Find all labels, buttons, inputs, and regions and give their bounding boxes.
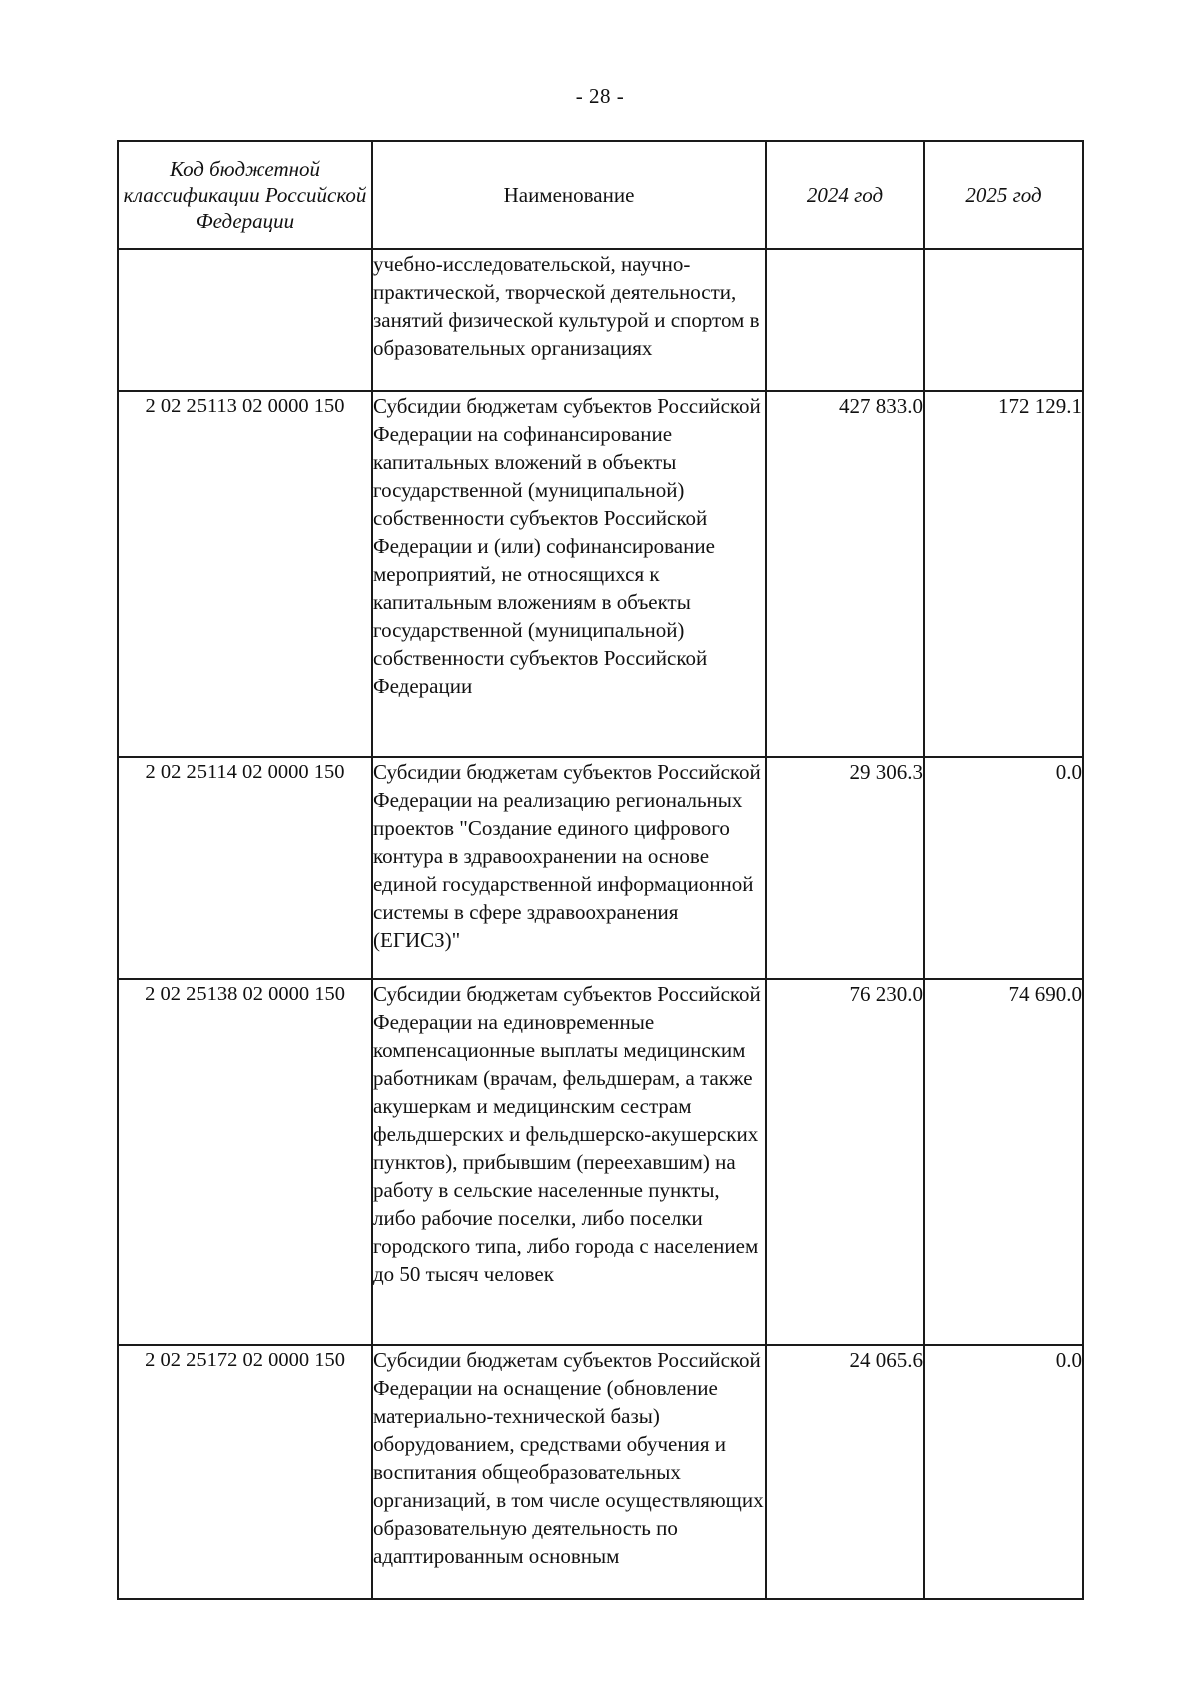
row-name: Субсидии бюджетам субъектов Российской Федерации на единовременные компенсационные выплаты медицинским работникам (врачам, фельдшерам, а также акушеркам и медицинским сестрам фельдшерских и фельдшерско-акушерских пунктов), прибывшим (переехавшим) на работу в сельские населенные пункты, либо рабочие поселки, либо поселки городского типа, либо города с населением до 50 тысяч человек	[372, 979, 766, 1345]
row-code	[118, 249, 372, 391]
row-value-2024: 76 230.0	[766, 979, 924, 1345]
table-row	[118, 391, 1083, 757]
row-value-2025: 74 690.0	[924, 979, 1083, 1345]
row-name: Субсидии бюджетам субъектов Российской Федерации на реализацию региональных проектов "Создание единого цифрового контура в здравоохранении на основе единой государственной информационной системы в сфере здравоохранения (ЕГИСЗ)"	[372, 757, 766, 979]
row-code: 2 02 25172 02 0000 150	[118, 1345, 372, 1599]
row-code: 2 02 25114 02 0000 150	[118, 757, 372, 979]
header-year-2024: 2024 год	[766, 141, 924, 249]
table-header-row	[118, 141, 1083, 249]
row-value-2024: 29 306.3	[766, 757, 924, 979]
table-row	[118, 249, 1083, 391]
row-value-2025: 0.0	[924, 757, 1083, 979]
header-name: Наименование	[372, 141, 766, 249]
row-name: учебно-исследовательской, научно-практической, творческой деятельности, занятий физической культурой и спортом в образовательных организациях	[372, 249, 766, 391]
row-name: Субсидии бюджетам субъектов Российской Федерации на оснащение (обновление материально-технической базы) оборудованием, средствами обучения и воспитания общеобразовательных организаций, в том числе осуществляющих образовательную деятельность по адаптированным основным	[372, 1345, 766, 1599]
header-code: Код бюджетной классификации Российской Федерации	[118, 141, 372, 249]
row-value-2025: 172 129.1	[924, 391, 1083, 757]
row-code: 2 02 25113 02 0000 150	[118, 391, 372, 757]
table-row	[118, 979, 1083, 1345]
table-row	[118, 757, 1083, 979]
row-value-2024: 24 065.6	[766, 1345, 924, 1599]
row-name: Субсидии бюджетам субъектов Российской Федерации на софинансирование капитальных вложений в объекты государственной (муниципальной) собственности субъектов Российской Федерации и (или) софинансирование мероприятий, не относящихся к капитальным вложениям в объекты государственной (муниципальной) собственности субъектов Российской Федерации	[372, 391, 766, 757]
row-value-2024	[766, 249, 924, 391]
row-value-2025: 0.0	[924, 1345, 1083, 1599]
table-row	[118, 1345, 1083, 1599]
budget-table	[117, 140, 1084, 1600]
row-value-2024: 427 833.0	[766, 391, 924, 757]
page-number: - 28 -	[575, 84, 625, 108]
row-code: 2 02 25138 02 0000 150	[118, 979, 372, 1345]
row-value-2025	[924, 249, 1083, 391]
header-year-2025: 2025 год	[924, 141, 1083, 249]
